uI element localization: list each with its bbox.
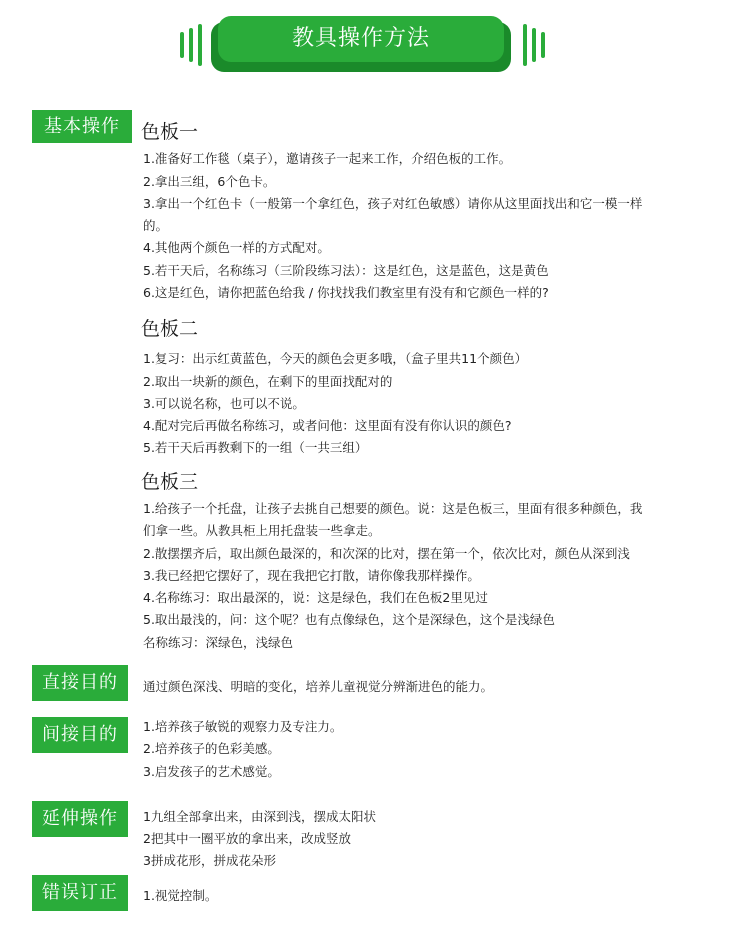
board-two-line: 2.取出一块新的颜色，在剩下的里面找配对的 [143, 374, 393, 389]
banner-bar-decoration [523, 24, 527, 66]
banner-bar-decoration [198, 24, 202, 66]
banner-bar-decoration [532, 28, 536, 62]
board-three-line: 名称练习：深绿色，浅绿色 [143, 635, 294, 650]
label-basic-operation: 基本操作 [32, 110, 132, 143]
banner-bar-decoration [189, 28, 193, 62]
board-one-line: 2.拿出三组，6个色卡。 [143, 174, 276, 189]
board-three-line: 4.名称练习：取出最深的，说：这是绿色，我们在色板2里见过 [143, 590, 488, 605]
board-one-heading: 色板一 [141, 121, 199, 143]
error-correction-line: 1.视觉控制。 [143, 888, 218, 903]
board-two-line: 5.若干天后再教剩下的一组（一共三组） [143, 440, 368, 455]
extension-line: 3拼成花形，拼成花朵形 [143, 853, 276, 868]
label-error-correction: 错误订正 [32, 875, 128, 911]
board-two-heading: 色板二 [141, 318, 199, 340]
title-banner [180, 14, 545, 74]
board-two-line: 4.配对完后再做名称练习，或者问他：这里面有没有你认识的颜色? [143, 418, 512, 433]
board-one-line: 3.拿出一个红色卡（一般第一个拿红色，孩子对红色敏感）请你从这里面找出和它一模一样 [143, 196, 643, 211]
direct-purpose-text: 通过颜色深浅、明暗的变化，培养儿童视觉分辨渐进色的能力。 [143, 679, 494, 694]
extension-line: 2把其中一圈平放的拿出来，改成竖放 [143, 831, 351, 846]
board-three-heading: 色板三 [141, 471, 199, 493]
board-one-line: 6.这是红色，请你把蓝色给我 / 你找找我们教室里有没有和它颜色一样的? [143, 285, 549, 300]
label-extension-operation: 延伸操作 [32, 801, 128, 837]
board-three-line: 1.给孩子一个托盘，让孩子去挑自己想要的颜色。说：这是色板三，里面有很多种颜色，我 [143, 501, 643, 516]
board-three-line: 2.散摆摆齐后，取出颜色最深的，和次深的比对，摆在第一个，依次比对，颜色从深到浅 [143, 546, 630, 561]
extension-line: 1九组全部拿出来，由深到浅，摆成太阳状 [143, 809, 376, 824]
board-one-line: 1.准备好工作毯（桌子），邀请孩子一起来工作，介绍色板的工作。 [143, 151, 512, 166]
banner-bar-decoration [180, 32, 184, 58]
board-one-line: 的。 [143, 218, 169, 233]
board-three-line: 5.取出最浅的，问：这个呢？也有点像绿色，这个是深绿色，这个是浅绿色 [143, 612, 555, 627]
board-one-line: 4.其他两个颜色一样的方式配对。 [143, 240, 330, 255]
indirect-purpose-line: 2.培养孩子的色彩美感。 [143, 741, 280, 756]
label-direct-purpose: 直接目的 [32, 665, 128, 701]
board-two-line: 1.复习：出示红黄蓝色，今天的颜色会更多哦，（盒子里共11个颜色） [143, 351, 528, 366]
page-title: 教具操作方法 [218, 16, 504, 62]
board-two-line: 3.可以说名称，也可以不说。 [143, 396, 305, 411]
board-one-line: 5.若干天后，名称练习（三阶段练习法）：这是红色，这是蓝色，这是黄色 [143, 263, 549, 278]
board-three-line: 3.我已经把它摆好了，现在我把它打散，请你像我那样操作。 [143, 568, 480, 583]
label-indirect-purpose: 间接目的 [32, 717, 128, 753]
banner-bar-decoration [541, 32, 545, 58]
board-three-line: 们拿一些。从教具柜上用托盘装一些拿走。 [143, 523, 381, 538]
indirect-purpose-line: 3.启发孩子的艺术感觉。 [143, 764, 280, 779]
indirect-purpose-line: 1.培养孩子敏锐的观察力及专注力。 [143, 719, 343, 734]
